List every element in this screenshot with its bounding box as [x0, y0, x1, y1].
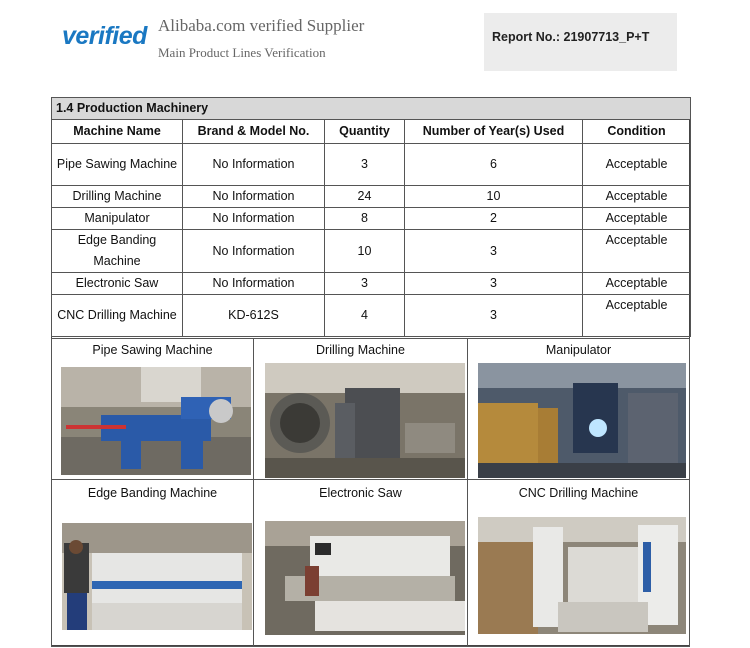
years-cell: 3 [405, 295, 583, 337]
photo-cell [51, 479, 254, 647]
quantity-cell: 4 [325, 295, 405, 337]
photo-caption: CNC Drilling Machine [518, 486, 639, 500]
table-row [52, 295, 691, 337]
machine-name-cell: Electronic Saw [52, 273, 183, 295]
brand-cell: KD-612S [183, 295, 325, 337]
years-cell: 6 [405, 144, 583, 186]
column-header: Quantity [325, 120, 405, 144]
quantity-cell: 24 [325, 186, 405, 208]
quantity-cell: 3 [325, 273, 405, 295]
photo-cell [467, 338, 690, 480]
manipulator-photo [478, 363, 686, 478]
brand-cell: No Information [183, 230, 325, 273]
years-cell: 10 [405, 186, 583, 208]
condition-cell: Acceptable [583, 295, 691, 337]
years-cell: 3 [405, 230, 583, 273]
table-row [52, 273, 691, 295]
report-header [0, 0, 750, 95]
page-subtitle: Main Product Lines Verification [158, 45, 326, 60]
photo-caption: Drilling Machine [316, 343, 405, 357]
photo-caption: Edge Banding Machine [87, 486, 218, 500]
brand-cell: No Information [183, 144, 325, 186]
column-header: Condition [583, 120, 691, 144]
report-number: Report No.: 21907713_P+T [484, 13, 677, 71]
drilling-machine-photo [265, 363, 465, 478]
photo-cell [51, 338, 254, 480]
condition-cell: Acceptable [583, 186, 691, 208]
photo-cell [253, 479, 468, 647]
section-title: 1.4 Production Machinery [52, 98, 691, 120]
machine-name-cell: Drilling Machine [52, 186, 183, 208]
pipe-sawing-machine-photo [61, 367, 251, 475]
photo-cell [467, 479, 690, 647]
edge-banding-machine-photo [62, 523, 252, 630]
quantity-cell: 3 [325, 144, 405, 186]
photo-caption: Pipe Sawing Machine [92, 343, 213, 357]
machine-name-cell: Manipulator [52, 208, 183, 230]
machine-name-cell: Edge Banding Machine [52, 230, 183, 273]
table-row [52, 144, 691, 186]
column-header: Number of Year(s) Used [405, 120, 583, 144]
photo-cell [253, 338, 468, 480]
column-header: Brand & Model No. [183, 120, 325, 144]
column-header: Machine Name [52, 120, 183, 144]
brand-cell: No Information [183, 186, 325, 208]
quantity-cell: 10 [325, 230, 405, 273]
condition-cell: Acceptable [583, 144, 691, 186]
table-row [52, 230, 691, 273]
years-cell: 2 [405, 208, 583, 230]
machine-name-cell: Pipe Sawing Machine [52, 144, 183, 186]
condition-cell: Acceptable [583, 273, 691, 295]
electronic-saw-photo [265, 521, 465, 635]
photo-caption: Manipulator [545, 343, 612, 357]
table-row [52, 208, 691, 230]
page-title: Alibaba.com verified Supplier [158, 16, 365, 35]
brand-cell: No Information [183, 208, 325, 230]
quantity-cell: 8 [325, 208, 405, 230]
photo-caption: Electronic Saw [319, 486, 402, 500]
machine-name-cell: CNC Drilling Machine [52, 295, 183, 337]
cnc-drilling-machine-photo [478, 517, 686, 634]
condition-cell: Acceptable [583, 208, 691, 230]
machinery-table [51, 97, 691, 337]
table-header-row [52, 120, 691, 144]
brand-cell: No Information [183, 273, 325, 295]
table-row [52, 186, 691, 208]
years-cell: 3 [405, 273, 583, 295]
verified-logo: verified [62, 22, 147, 50]
condition-cell: Acceptable [583, 230, 691, 273]
